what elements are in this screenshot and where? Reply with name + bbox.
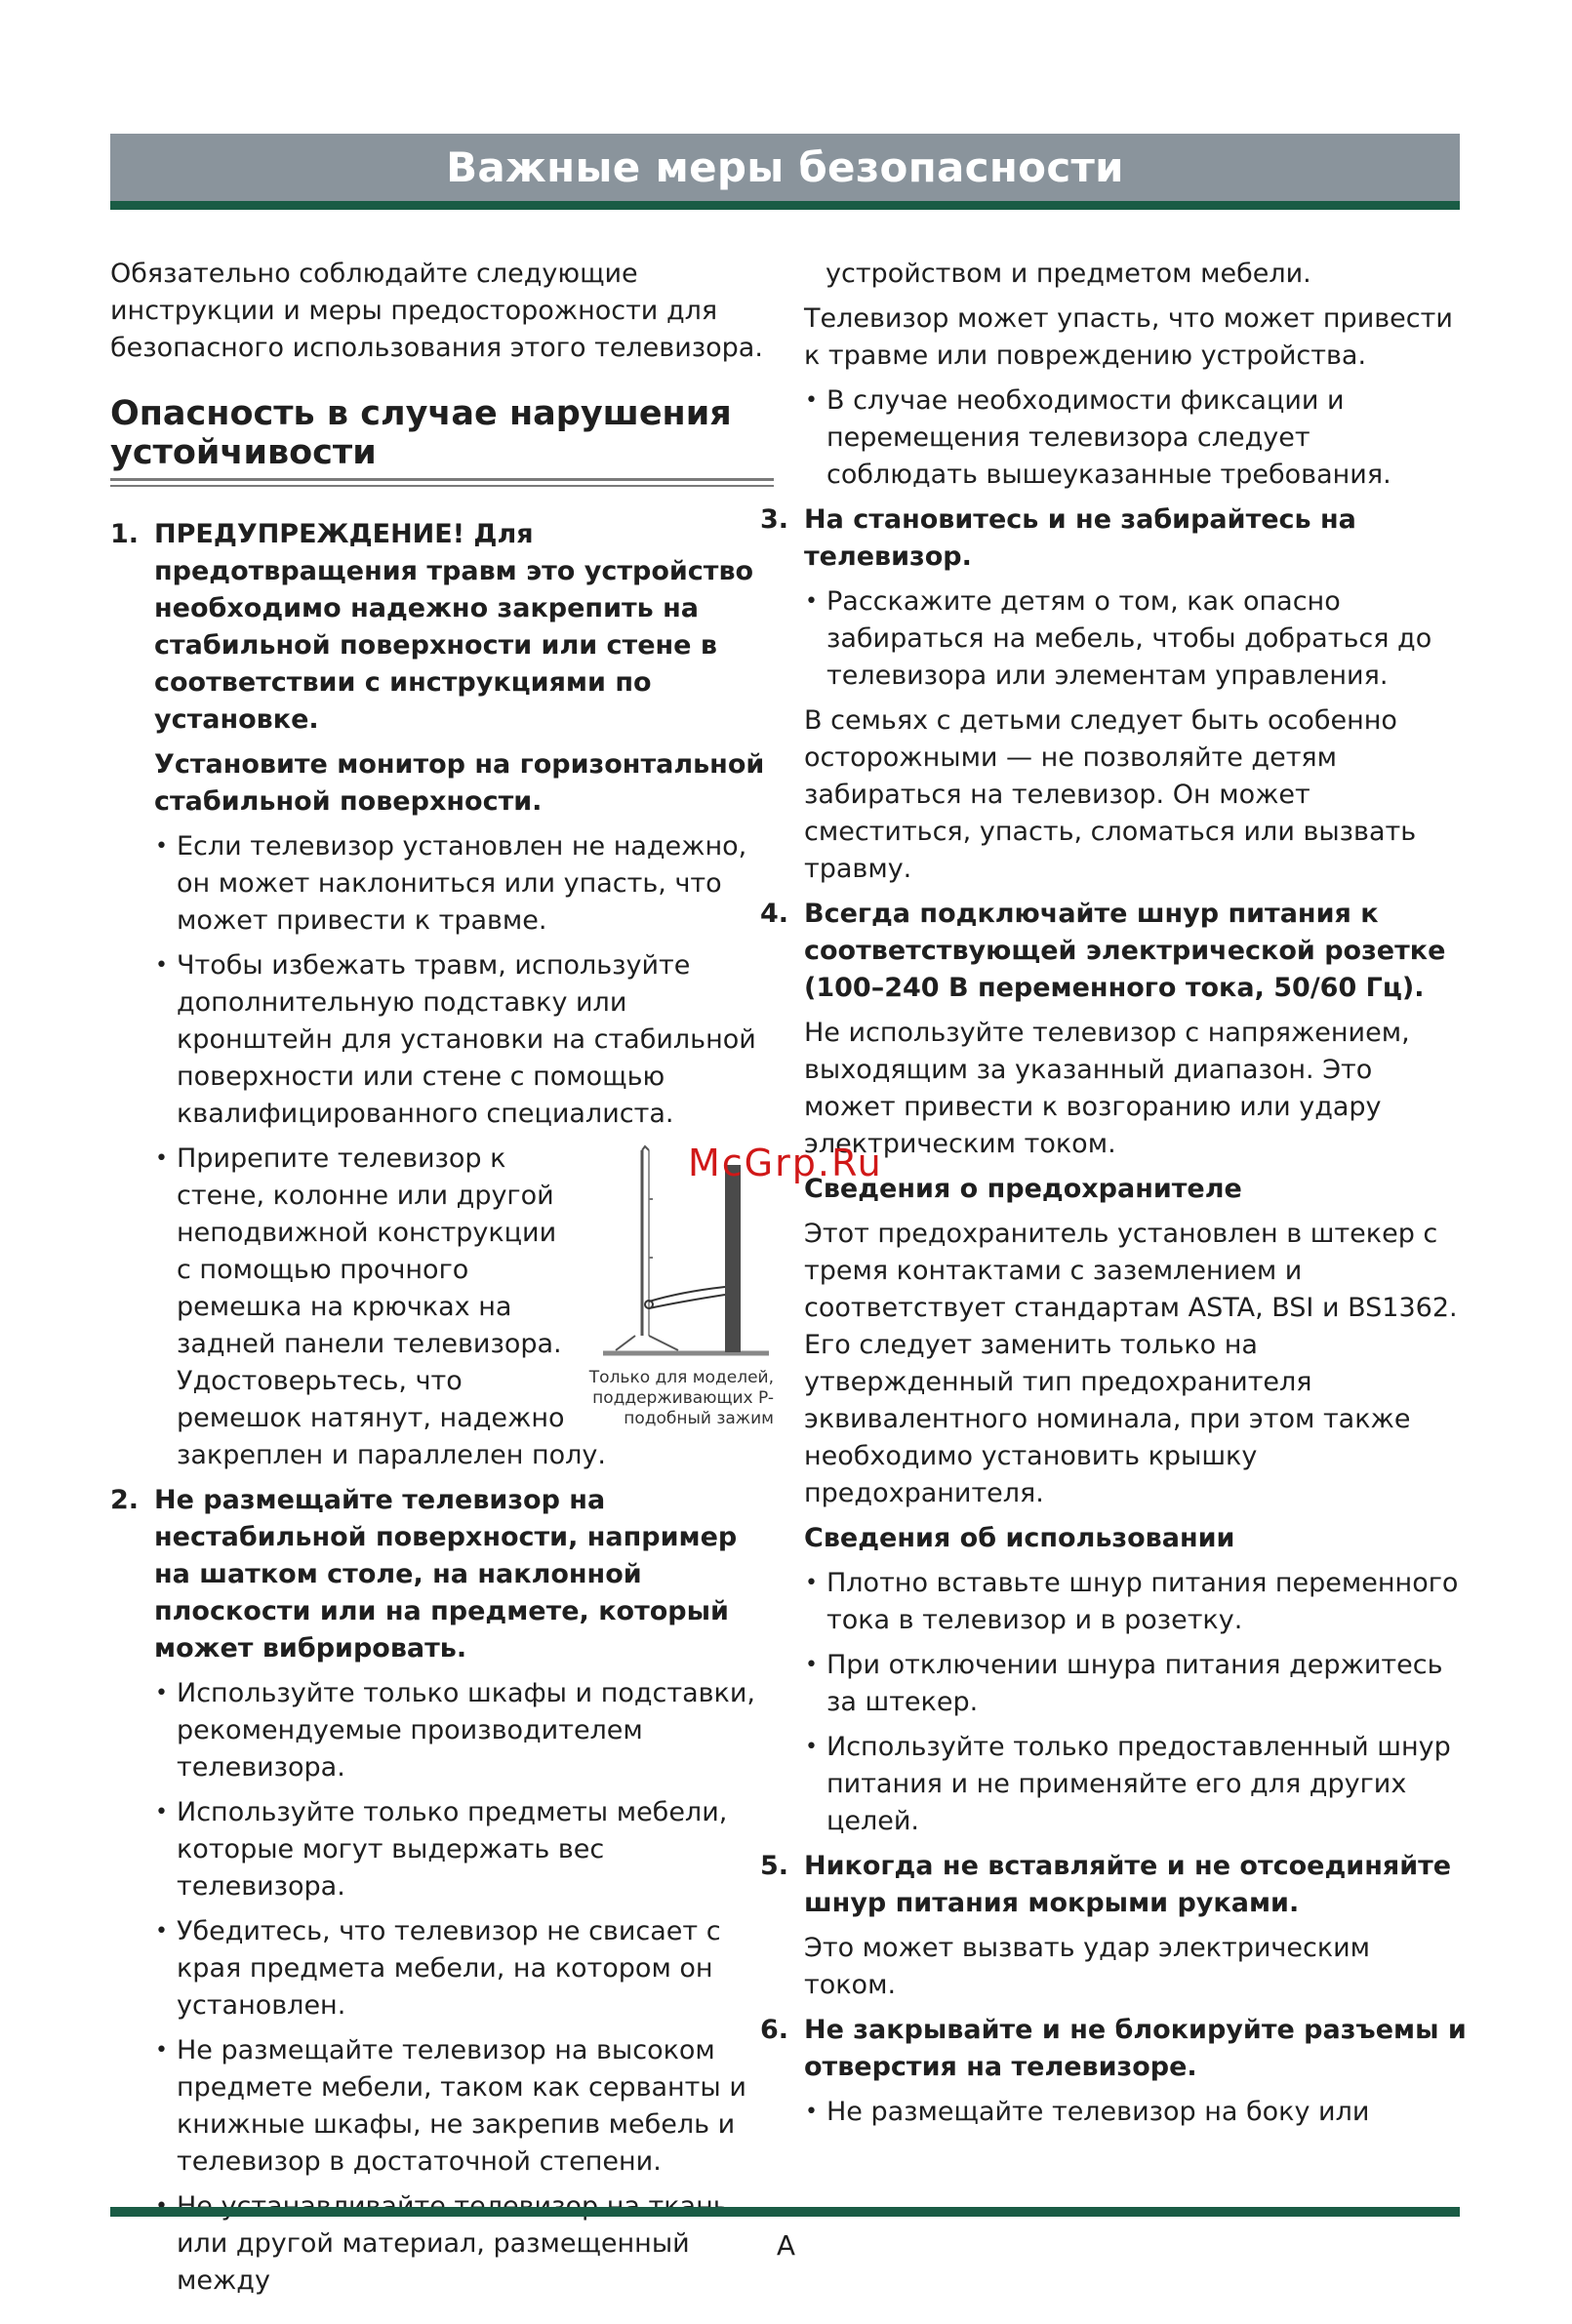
bullet-list — [154, 828, 774, 1474]
list-item: • Чтобы избежать травм, используйте дополнительную подставку или кронштейн для установки на стабильной поверхности или стене с помощью квалифицированного специалиста. — [154, 947, 774, 1133]
header-bar — [110, 134, 1460, 210]
list-item: • Используйте только предметы мебели, которые могут выдержать вес телевизора. — [154, 1794, 774, 1905]
list-item: • Не размещайте телевизор на боку или — [804, 2094, 1468, 2131]
item-number: 2. — [110, 1485, 140, 1515]
bullet-list — [154, 1675, 774, 2300]
left-column — [110, 256, 774, 2307]
fuse-subheading: Сведения о предохранителе — [804, 1174, 1242, 1204]
usage-subheading: Сведения об использовании — [804, 1523, 1235, 1553]
list-item: • В случае необходимости фиксации и перемещения телевизора следует соблюдать вышеуказанные требования. — [804, 382, 1468, 494]
item-heading: Никогда не вставляйте и не отсоединяйте шнур питания мокрыми руками. — [804, 1851, 1452, 1918]
page-number: A — [776, 2229, 796, 2262]
item-heading: Всегда подключайте шнур питания к соответствующей электрической розетке (100–240 В переменного тока, 50/60 Гц). — [804, 899, 1446, 1003]
figure-caption: • Только для моделей, поддерживающих P-подобный зажим — [588, 1368, 774, 1428]
item-number: 1. — [110, 519, 140, 549]
item-4 — [760, 896, 1468, 1840]
bullet-list — [804, 1565, 1468, 1840]
item-paragraph: Телевизор может упасть, что может привести к травме или повреждению устройства. — [804, 303, 1453, 371]
watermark: McGrp.Ru — [688, 1142, 883, 1184]
item-paragraph: Это может вызвать удар электрическим током. — [804, 1933, 1371, 2000]
section-title: Опасность в случае нарушения устойчивости — [110, 394, 774, 481]
page-title: Важные меры безопасности — [446, 143, 1124, 191]
item-2 — [110, 1482, 774, 2300]
bullet-list — [804, 2094, 1468, 2131]
item-paragraph: Не используйте телевизор с напряжением, выходящим за указанный диапазон. Это может привести к возгоранию или удару электрическим током. — [804, 1018, 1410, 1159]
item-paragraph: В семьях с детьми следует быть особенно осторожными — не позволяйте детям забираться на телевизор. Он может сместиться, упасть, сломаться или вызвать травму. — [804, 705, 1417, 884]
item-number: 5. — [760, 1851, 789, 1881]
list-item — [154, 1141, 774, 1474]
item-5 — [760, 1848, 1468, 2004]
fuse-paragraph: Этот предохранитель установлен в штекер с тремя контактами с заземлением и соответствует стандартам ASTA, BSI и BS1362. Его следует заменить только на утвержденный тип предохранителя эквивалентного номинала, при этом также необходимо установить крышку предохранителя. — [804, 1219, 1458, 1508]
list-item: • Используйте только предоставленный шнур питания и не применяйте его для других целей. — [804, 1729, 1468, 1840]
item-heading: ПРЕДУПРЕЖДЕНИЕ! Для предотвращения травм это устройство необходимо надежно закрепить на стабильной поверхности или стене в соответствии с инструкциями по установке. — [154, 519, 754, 735]
item-number: 6. — [760, 2015, 789, 2045]
list-item: • Если телевизор установлен не надежно, он может наклониться или упасть, что может привести к травме. — [154, 828, 774, 940]
item-6 — [760, 2012, 1468, 2131]
item-1 — [110, 516, 774, 1474]
list-item: • Не размещайте телевизор на высоком предмете мебели, таком как серванты и книжные шкафы, не закрепив мебель и телевизор в достаточной степени. — [154, 2032, 774, 2181]
item-heading: На становитесь и не забирайтесь на телевизор. — [804, 504, 1356, 572]
intro-text: Обязательно соблюдайте следующие инструкции и меры предосторожности для безопасного использования этого телевизора. — [110, 259, 763, 363]
list-item: • Убедитесь, что телевизор не свисает с края предмета мебели, на котором он установлен. — [154, 1913, 774, 2024]
item-number: 4. — [760, 899, 789, 929]
section-divider — [110, 481, 774, 487]
item-heading: Не закрывайте и не блокируйте разъемы и отверстия на телевизоре. — [804, 2015, 1467, 2082]
item-number: 3. — [760, 504, 789, 535]
item-3 — [760, 501, 1468, 888]
list-item: • Плотно вставьте шнур питания переменного тока в телевизор и в розетку. — [804, 1565, 1468, 1639]
bullet-text: Прирепите телевизор к стене, колонне или другой неподвижной конструкции с помощью прочного ремешка на крючках на задней панели телевизора. Удостоверьтесь, что ремешок натянут, надежно закреплен и параллелен полу. — [177, 1143, 606, 1470]
list-item: • Используйте только шкафы и подставки, рекомендуемые производителем телевизора. — [154, 1675, 774, 1786]
wall-strap-figure — [588, 1141, 774, 1433]
list-item: • При отключении шнура питания держитесь за штекер. — [804, 1647, 1468, 1721]
bullet-list — [804, 382, 1468, 494]
continued-text: устройством и предметом мебели. — [826, 259, 1311, 289]
item-subheading: Установите монитор на горизонтальной стабильной поверхности. — [154, 749, 765, 817]
footer-bar — [110, 2207, 1460, 2217]
list-item: • или другой материал, размещенный между — [154, 2188, 774, 2300]
bullet-list — [804, 583, 1468, 695]
list-item: • Расскажите детям о том, как опасно забираться на мебель, чтобы добраться до телевизора или элементам управления. — [804, 583, 1468, 695]
item-heading: Не размещайте телевизор на нестабильной поверхности, например на шатком столе, на наклонной плоскости или на предмете, который может вибрировать. — [154, 1485, 738, 1663]
